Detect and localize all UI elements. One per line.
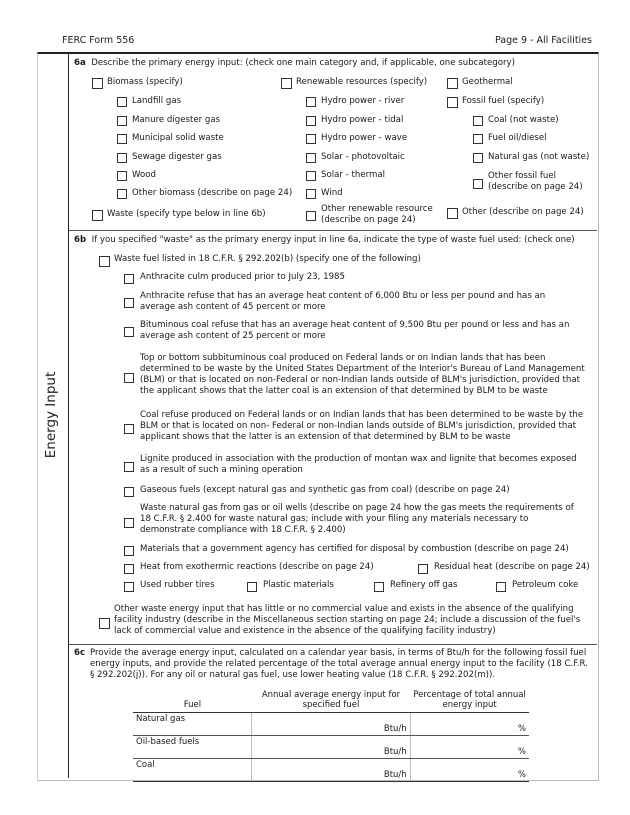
waste-type-label: Refinery off gas	[390, 580, 458, 590]
renewable-sub-checkbox[interactable]	[306, 171, 316, 181]
other-category-label: Other (describe on page 24)	[462, 207, 584, 217]
waste-type-checkbox[interactable]	[374, 582, 384, 592]
waste-type-checkbox[interactable]	[124, 327, 134, 337]
page-number: Page 9 - All Facilities	[494, 35, 592, 46]
percentage-input-field[interactable]	[410, 736, 529, 759]
other-waste-label: Other waste energy input that has little or no commercial value and exists in the absence of the qualifying facility industry (describe in the Miscellaneous section starting on page 24; include a discussion of the fuel's lack of commercial value and existence in the absence of the qualifying facility industry)	[114, 604, 581, 636]
percent-label: %	[517, 747, 526, 757]
renewable-sub-checkbox[interactable]	[306, 134, 316, 144]
energy-input-field[interactable]	[252, 713, 410, 736]
biomass-sub-label: Wood	[132, 170, 156, 180]
percent-label: %	[517, 724, 526, 734]
biomass-sub-label: Landfill gas	[132, 96, 182, 106]
q6a-number: 6a	[74, 58, 86, 68]
biomass-sub-checkbox[interactable]	[117, 134, 127, 144]
waste-label: Waste (specify type below in line 6b)	[107, 209, 266, 219]
waste-type-checkbox[interactable]	[124, 582, 134, 592]
waste-type-label: Used rubber tires	[140, 580, 215, 590]
waste-listed-checkbox[interactable]	[99, 256, 110, 267]
renewable-sub-label: Wind	[321, 188, 343, 198]
renewable-sub-checkbox[interactable]	[306, 97, 316, 107]
other-renewable-note: (describe on page 24)	[321, 215, 416, 225]
fossil-sub-checkbox[interactable]	[473, 153, 483, 163]
unit-label: Btu/h	[383, 747, 407, 757]
fossil-sub-label: Fuel oil/diesel	[488, 133, 547, 143]
other-renewable-label: Other renewable resource	[321, 204, 433, 214]
renewable-sub-checkbox[interactable]	[306, 153, 316, 163]
waste-listed-label: Waste fuel listed in 18 C.F.R. § 292.202(b) (specify one of the following)	[114, 254, 421, 264]
fuel-name: Coal	[133, 759, 252, 782]
fossil-sub-label: Natural gas (not waste)	[488, 152, 590, 162]
table-row	[133, 736, 529, 759]
biomass-sub-checkbox[interactable]	[117, 97, 127, 107]
waste-type-label: Anthracite culm produced prior to July 23, 1985	[140, 272, 345, 282]
waste-type-checkbox[interactable]	[124, 373, 134, 383]
waste-type-label: Heat from exothermic reactions (describe on page 24)	[140, 562, 374, 572]
other-fossil-checkbox[interactable]	[473, 179, 483, 189]
q6b-prompt: If you specified "waste" as the primary energy input in line 6a, indicate the type of waste fuel used: (check one)	[91, 235, 575, 245]
waste-type-label: Waste natural gas from gas or oil wells (describe on page 24 how the gas meets the requirements of 18 C.F.R. § 2.400 for waste natural gas; include with your filing any materials necessary to demonstrate compliance with 18 C.F.R. § 2.400)	[140, 503, 574, 535]
geothermal-checkbox[interactable]	[447, 78, 458, 89]
biomass-sub-label: Manure digester gas	[132, 115, 221, 125]
fuel-name: Natural gas	[133, 713, 252, 736]
waste-type-label: Plastic materials	[263, 580, 334, 590]
q6b-number: 6b	[74, 235, 87, 245]
percentage-input-field[interactable]	[410, 713, 529, 736]
waste-type-label: Gaseous fuels (except natural gas and synthetic gas from coal) (describe on page 24)	[140, 485, 510, 495]
fuel-input-table	[133, 690, 529, 782]
renewable-sub-checkbox[interactable]	[306, 189, 316, 199]
renewable-sub-label: Solar - thermal	[321, 170, 385, 180]
biomass-sub-label: Municipal solid waste	[132, 133, 224, 143]
section-label	[36, 350, 66, 480]
renewable-sub-label: Solar - photovoltaic	[321, 152, 405, 162]
biomass-sub-label: Sewage digester gas	[132, 152, 222, 162]
q6c-number: 6c	[74, 648, 86, 658]
biomass-sub-label: Other biomass (describe on page 24)	[132, 188, 293, 198]
waste-checkbox[interactable]	[92, 210, 103, 221]
energy-input-field[interactable]	[252, 736, 410, 759]
waste-type-checkbox[interactable]	[124, 564, 134, 574]
section-divider	[68, 52, 69, 778]
waste-type-label: Petroleum coke	[512, 580, 579, 590]
biomass-sub-checkbox[interactable]	[117, 116, 127, 126]
section-label-text: Energy Input	[43, 371, 59, 459]
waste-type-checkbox[interactable]	[124, 518, 134, 528]
waste-type-label: Coal refuse produced on Federal lands or on Indian lands that has been determined to be waste by the BLM or that is located on non- Federal or non-Indian lands outside of BLM's jurisdiction, provided that applicant shows that the latter is an extension of that determined by BLM to be waste	[140, 410, 584, 442]
waste-type-checkbox[interactable]	[496, 582, 506, 592]
col-header-fuel: Fuel	[133, 690, 252, 713]
renewable-checkbox[interactable]	[281, 78, 292, 89]
other-fossil-note: (describe on page 24)	[488, 182, 583, 192]
unit-label: Btu/h	[383, 724, 407, 734]
col-header-energy: Annual average energy input for specified fuel	[252, 690, 410, 713]
biomass-sub-checkbox[interactable]	[117, 171, 127, 181]
q6c-prompt: Provide the average energy input, calculated on a calendar year basis, in terms of Btu/h for the following fossil fuel energy inputs, and provide the related percentage of the total average annual energy input to the facility (18 C.F.R. § 292.202(j)). For any oil or natural gas fuel, use lower heating value (18 C.F.R. § 292.202(m)).	[90, 648, 588, 680]
unit-label: Btu/h	[383, 770, 407, 780]
biomass-label: Biomass (specify)	[107, 77, 183, 87]
percent-label: %	[517, 770, 526, 780]
fossil-label: Fossil fuel (specify)	[462, 96, 545, 106]
q6a-heading	[74, 58, 515, 69]
waste-type-label: Residual heat (describe on page 24)	[434, 562, 590, 572]
biomass-sub-checkbox[interactable]	[117, 153, 127, 163]
other-renewable-checkbox[interactable]	[306, 211, 316, 221]
percentage-input-field[interactable]	[410, 759, 529, 782]
waste-type-checkbox[interactable]	[124, 487, 134, 497]
waste-type-checkbox[interactable]	[124, 424, 134, 434]
q6a-prompt: Describe the primary energy input: (check one main category and, if applicable, one subcategory)	[91, 58, 515, 68]
fossil-checkbox[interactable]	[447, 97, 458, 108]
geothermal-label: Geothermal	[462, 77, 513, 87]
biomass-sub-checkbox[interactable]	[117, 189, 127, 199]
table-header-row	[133, 690, 529, 713]
q6b-heading	[74, 235, 575, 246]
form-number: FERC Form 556	[62, 35, 135, 46]
waste-type-label: Lignite produced in association with the production of montan wax and lignite that becomes exposed as a result of such a mining operation	[140, 454, 577, 475]
renewable-label: Renewable resources (specify)	[296, 77, 428, 87]
other-waste-checkbox[interactable]	[99, 618, 110, 629]
col-header-percentage: Percentage of total annual energy input	[410, 690, 529, 713]
table-row	[133, 759, 529, 782]
fuel-name: Oil-based fuels	[133, 736, 252, 759]
biomass-checkbox[interactable]	[92, 78, 103, 89]
renewable-sub-label: Hydro power - river	[321, 96, 405, 106]
divider-6a-6b	[69, 230, 597, 231]
energy-input-field[interactable]	[252, 759, 410, 782]
fossil-sub-checkbox[interactable]	[473, 116, 483, 126]
fossil-sub-label: Coal (not waste)	[488, 115, 559, 125]
waste-type-checkbox[interactable]	[124, 462, 134, 472]
other-category-checkbox[interactable]	[447, 208, 458, 219]
other-fossil-label: Other fossil fuel	[488, 171, 557, 181]
waste-type-checkbox[interactable]	[124, 546, 134, 556]
waste-type-label: Top or bottom subbituminous coal produced on Federal lands or on Indian lands that has been determined to be waste by the United States Department of the Interior's Bureau of Land Management (BLM) or that is located on non-Federal or non-Indian lands outside of BLM's jurisdiction, provided that the applicant shows that the latter coal is an extension of that determined by BLM to be waste	[140, 353, 585, 396]
renewable-sub-label: Hydro power - wave	[321, 133, 408, 143]
waste-type-checkbox[interactable]	[247, 582, 257, 592]
renewable-sub-checkbox[interactable]	[306, 116, 316, 126]
renewable-sub-label: Hydro power - tidal	[321, 115, 404, 125]
waste-type-label: Bituminous coal refuse that has an average heat content of 9,500 Btu per pound or less and has an average ash content of 25 percent or more	[140, 320, 570, 341]
waste-type-checkbox[interactable]	[124, 274, 134, 284]
table-row	[133, 713, 529, 736]
fossil-sub-checkbox[interactable]	[473, 134, 483, 144]
waste-type-checkbox[interactable]	[124, 298, 134, 308]
divider-6b-6c	[69, 644, 597, 645]
waste-type-label: Materials that a government agency has certified for disposal by combustion (describe on page 24)	[140, 544, 569, 554]
waste-type-label: Anthracite refuse that has an average heat content of 6,000 Btu or less per pound and has an average ash content of 45 percent or more	[140, 291, 546, 312]
waste-type-checkbox[interactable]	[418, 564, 428, 574]
